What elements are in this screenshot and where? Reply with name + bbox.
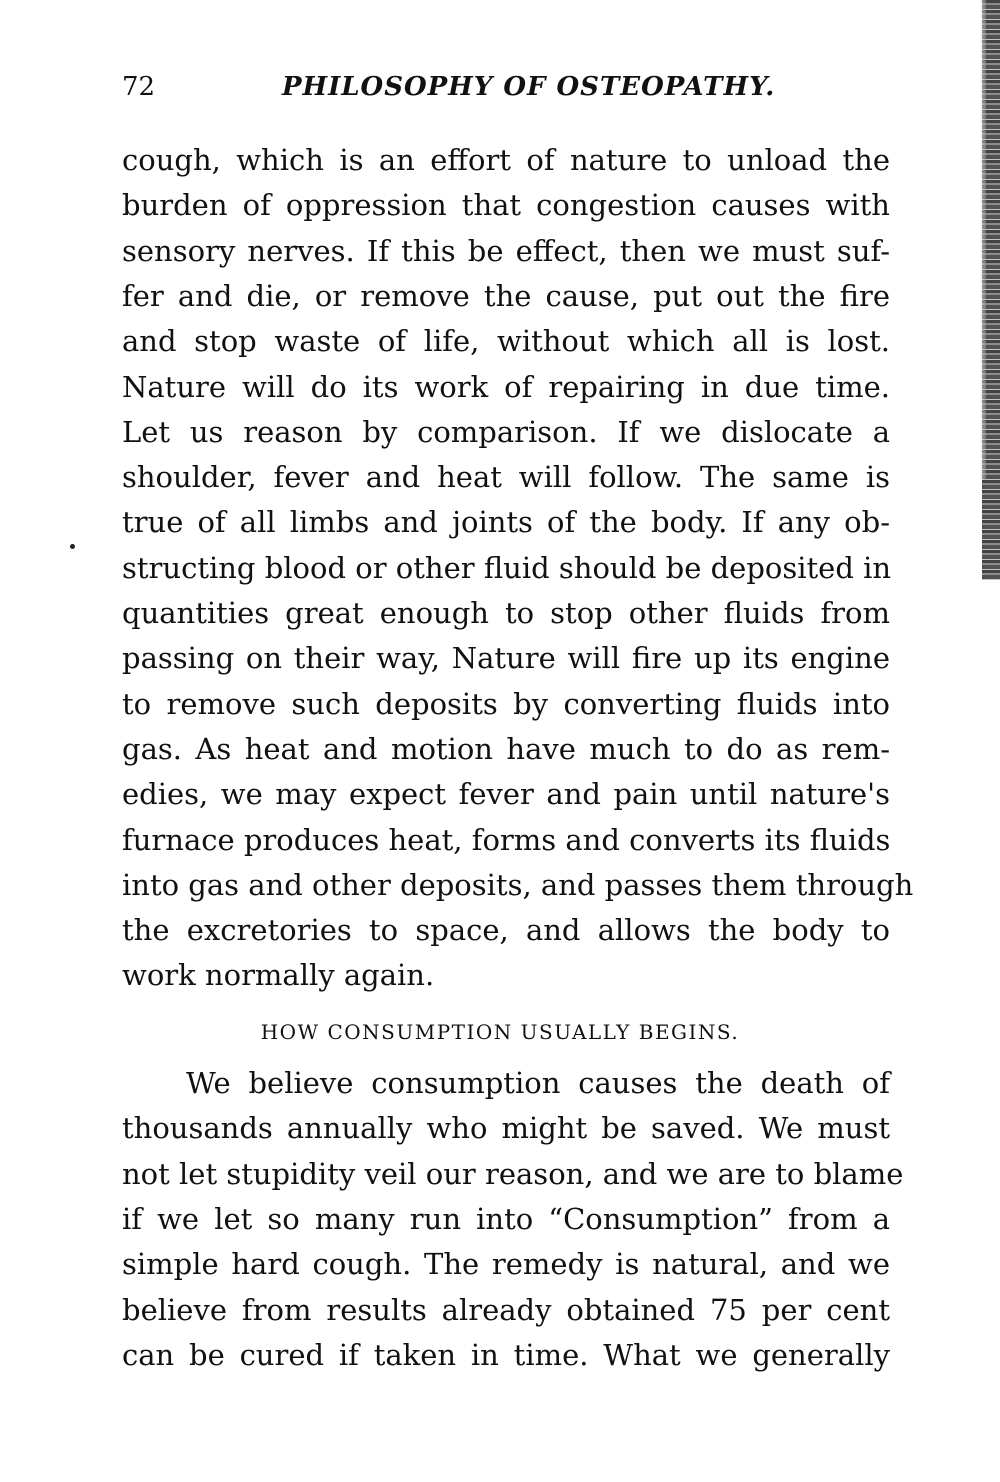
text-line: We believe consumption causes the death of [186, 1066, 890, 1100]
ink-speck [70, 544, 75, 549]
text-line: Let us reason by comparison. If we dislocate a [122, 414, 890, 449]
text-line: if we let so many run into “Consumption” from a [122, 1201, 890, 1236]
text-line: to remove such deposits by converting fluids into [122, 686, 890, 721]
text-line: true of all limbs and joints of the body. If any ob- [122, 505, 890, 540]
page-header [122, 72, 890, 112]
text-line: Nature will do its work of repairing in due time. [122, 369, 890, 404]
text-line: furnace produces heat, forms and converts its fluids [122, 822, 891, 857]
text-line: passing on their way, Nature will fire up its engine [122, 641, 890, 676]
text-line: shoulder, fever and heat will follow. The same is [122, 460, 890, 495]
text-line: can be cured if taken in time. What we generally [122, 1337, 890, 1372]
text-line: fer and die, or remove the cause, put out the fire [122, 278, 890, 313]
text-line: edies, we may expect fever and pain until nature's [122, 777, 890, 812]
text-line: not let stupidity veil our reason, and we are to blame [122, 1156, 904, 1191]
text-line: thousands annually who might be saved. We must [122, 1111, 890, 1146]
text-line: work normally again. [122, 958, 435, 993]
scan-edge-shadow [980, 0, 986, 480]
text-line: cough, which is an effort of nature to unload the [122, 143, 890, 177]
text-line: gas. As heat and motion have much to do as rem- [122, 731, 890, 766]
text-line: structing blood or other fluid should be deposited in [122, 550, 892, 585]
text-line: quantities great enough to stop other fluids from [122, 596, 890, 630]
text-line: into gas and other deposits, and passes them through [122, 867, 914, 902]
page-number: 72 [122, 72, 156, 102]
section-heading: HOW CONSUMPTION USUALLY BEGINS. [260, 1020, 740, 1044]
text-line: burden of oppression that congestion causes with [122, 188, 890, 223]
text-line: the excretories to space, and allows the body to [122, 913, 890, 948]
text-line: and stop waste of life, without which all is lost. [122, 324, 890, 359]
text-line: sensory nerves. If this be effect, then we must suf- [122, 233, 890, 268]
text-line: simple hard cough. The remedy is natural, and we [122, 1247, 890, 1282]
text-line: believe from results already obtained 75 per cent [122, 1292, 890, 1327]
running-title: PHILOSOPHY OF OSTEOPATHY. [282, 72, 776, 102]
